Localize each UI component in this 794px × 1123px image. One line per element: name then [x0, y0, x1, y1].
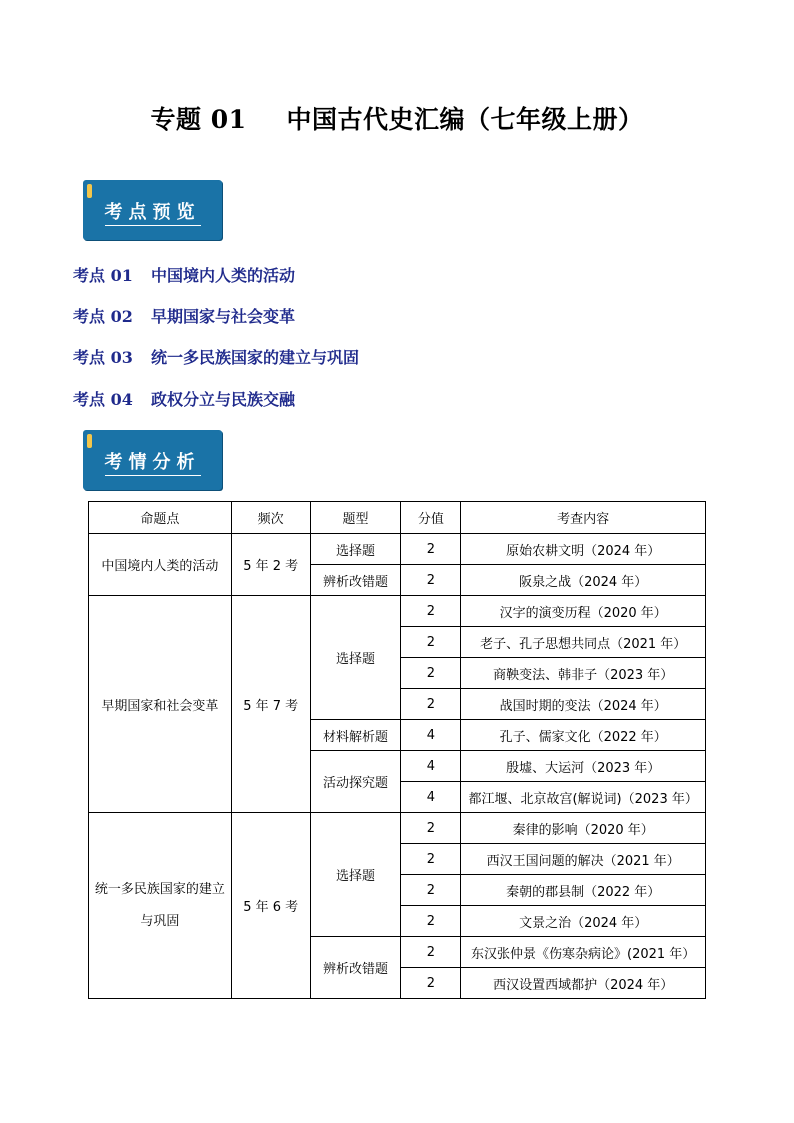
exam-point-code: 考点 01 [73, 266, 133, 285]
score-cell: 2 [401, 534, 461, 565]
table-row [89, 596, 706, 627]
score-cell: 4 [401, 782, 461, 813]
exam-point-item [73, 345, 359, 368]
header-frequency: 频次 [231, 502, 310, 534]
content-cell: 殷墟、大运河（2023 年） [461, 751, 706, 782]
question-type-cell: 选择题 [310, 813, 401, 937]
header-content: 考查内容 [461, 502, 706, 534]
content-cell: 战国时期的变法（2024 年） [461, 689, 706, 720]
header-question-type: 题型 [310, 502, 401, 534]
content-cell: 商鞅变法、韩非子（2023 年） [461, 658, 706, 689]
score-cell: 2 [401, 875, 461, 906]
topic-cell: 统一多民族国家的建立与巩固 [89, 813, 232, 999]
frequency-cell: 5 年 6 考 [231, 813, 310, 999]
score-cell: 2 [401, 596, 461, 627]
content-cell: 秦朝的郡县制（2022 年） [461, 875, 706, 906]
score-cell: 2 [401, 565, 461, 596]
score-cell: 4 [401, 720, 461, 751]
question-type-cell: 活动探究题 [310, 751, 401, 813]
frequency-cell: 5 年 2 考 [231, 534, 310, 596]
topic-number: 专题 01 [150, 105, 247, 134]
exam-point-code: 考点 04 [73, 390, 133, 409]
score-cell: 2 [401, 844, 461, 875]
score-cell: 2 [401, 689, 461, 720]
banner-tab-decoration [87, 434, 92, 448]
table-header-row [89, 502, 706, 534]
content-cell: 汉字的演变历程（2020 年） [461, 596, 706, 627]
frequency-cell: 5 年 7 考 [231, 596, 310, 813]
content-cell: 西汉王国问题的解决（2021 年） [461, 844, 706, 875]
banner-underline [105, 475, 201, 476]
question-type-cell: 选择题 [310, 534, 401, 565]
exam-point-code: 考点 02 [73, 307, 133, 326]
question-type-cell: 材料解析题 [310, 720, 401, 751]
topic-title: 中国古代史汇编（七年级上册） [286, 105, 644, 134]
exam-point-code: 考点 03 [73, 348, 133, 367]
content-cell: 秦律的影响（2020 年） [461, 813, 706, 844]
exam-point-item [73, 304, 295, 327]
score-cell: 2 [401, 658, 461, 689]
exam-point-item [73, 387, 295, 410]
preview-banner [83, 180, 222, 240]
page-title [0, 100, 794, 136]
score-cell: 2 [401, 968, 461, 999]
content-cell: 东汉张仲景《伤寒杂病论》(2021 年） [461, 937, 706, 968]
topic-cell: 中国境内人类的活动 [89, 534, 232, 596]
content-cell: 孔子、儒家文化（2022 年） [461, 720, 706, 751]
exam-point-text: 统一多民族国家的建立与巩固 [151, 348, 360, 367]
analysis-banner [83, 430, 222, 490]
score-cell: 2 [401, 627, 461, 658]
exam-point-text: 政权分立与民族交融 [151, 390, 296, 409]
analysis-banner-label: 考情分析 [104, 452, 201, 473]
header-score: 分值 [401, 502, 461, 534]
score-cell: 2 [401, 813, 461, 844]
topic-cell: 早期国家和社会变革 [89, 596, 232, 813]
exam-point-text: 早期国家与社会变革 [151, 307, 296, 326]
banner-tab-decoration [87, 184, 92, 198]
content-cell: 文景之治（2024 年） [461, 906, 706, 937]
content-cell: 原始农耕文明（2024 年） [461, 534, 706, 565]
question-type-cell: 选择题 [310, 596, 401, 720]
content-cell: 都江堰、北京故宫(解说词)（2023 年） [461, 782, 706, 813]
exam-analysis-table [88, 501, 706, 999]
table-row [89, 813, 706, 844]
score-cell: 2 [401, 906, 461, 937]
score-cell: 2 [401, 937, 461, 968]
exam-point-item [73, 263, 295, 286]
header-topic: 命题点 [89, 502, 232, 534]
content-cell: 阪泉之战（2024 年） [461, 565, 706, 596]
content-cell: 老子、孔子思想共同点（2021 年） [461, 627, 706, 658]
exam-point-text: 中国境内人类的活动 [151, 266, 296, 285]
content-cell: 西汉设置西域都护（2024 年） [461, 968, 706, 999]
banner-underline [105, 225, 201, 226]
question-type-cell: 辨析改错题 [310, 937, 401, 999]
preview-banner-label: 考点预览 [104, 202, 201, 223]
score-cell: 4 [401, 751, 461, 782]
question-type-cell: 辨析改错题 [310, 565, 401, 596]
table-row [89, 534, 706, 565]
